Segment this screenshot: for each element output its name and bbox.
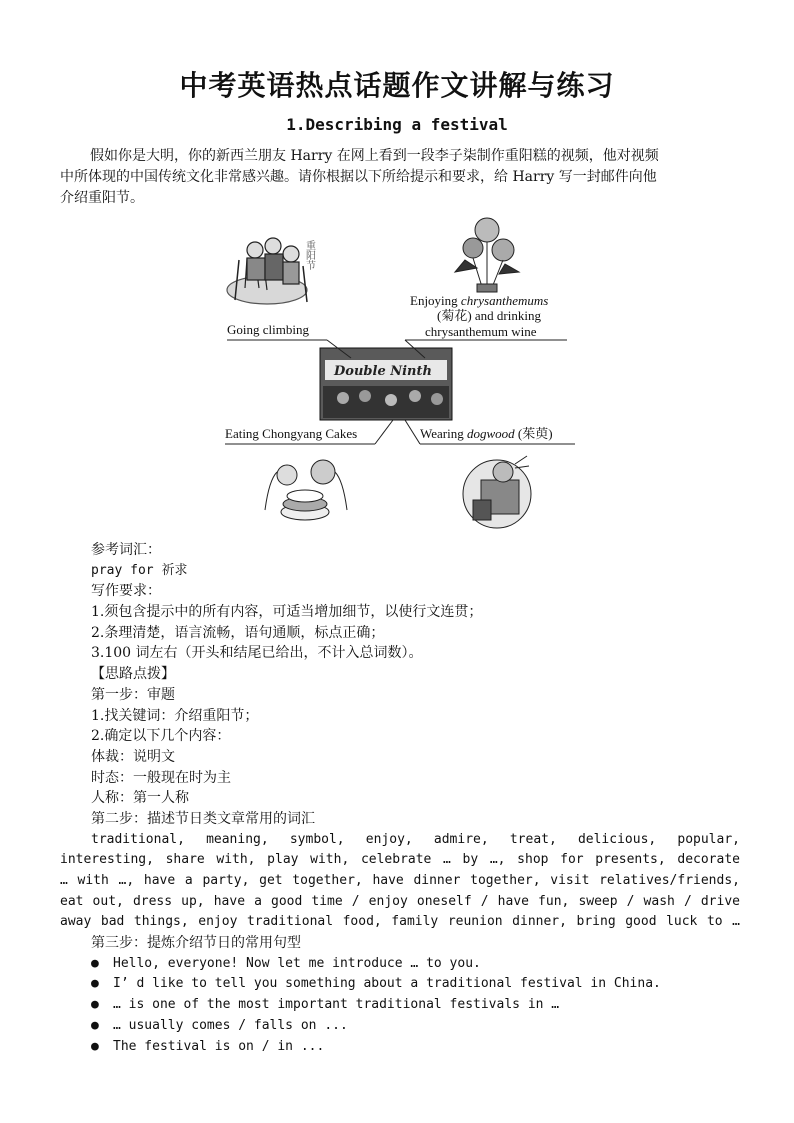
step1-item: 时态：一般现在时为主 [91,769,231,786]
label-chrys-prefix: Enjoying [410,293,461,308]
step1-heading: 第一步：审题 [91,686,175,703]
dogwood-illustration [463,456,531,528]
section-subtitle: 1.Describing a festival [286,115,508,134]
center-sign-text: Double Ninth [334,364,432,379]
festival-illustration [215,210,585,535]
step1-item: 2.确定以下几个内容： [91,728,231,745]
sentence-pattern: ● I’ d like to tell you something about a traditional festival in China. [60,974,740,995]
vocab-heading: 参考词汇： [91,542,161,558]
requirement-item: 3.100 词左右（开头和结尾已给出，不计入总词数）。 [91,645,423,662]
label-going-climbing: Going climbing [227,322,309,337]
vocab-item: pray for 祈求 [91,562,188,578]
label-chrys-line2: (菊花) and drinking [437,308,541,323]
corner-stamp: 重阳节 [303,240,315,270]
tips-heading: 【思路点拨】 [91,666,175,683]
label-dogwood-italic: dogwood [466,426,515,441]
illustration-drawing [215,210,585,535]
requirement-item: 1.须包含提示中的所有内容，可适当增加细节，以使行文连贯； [91,604,483,621]
sentence-pattern: ● Hello, everyone! Now let me introduce … to you. [60,954,740,975]
step3-heading: 第三步：提炼介绍节日的常用句型 [91,935,301,952]
center-photo [320,348,452,420]
label-chrys-italic: chrysanthemums [460,293,549,308]
cakes-illustration [265,460,347,520]
sentence-pattern: ● The festival is on / in ... [60,1037,740,1058]
vocab-line: interesting, share with, play with, celebrate … by …, shop for presents, decorate [60,852,740,868]
step2-heading: 第二步：描述节日类文章常用的词汇 [91,810,315,827]
step1-item: 1.找关键词：介绍重阳节； [91,707,259,724]
intro-line: 介绍重阳节。 [60,190,144,206]
writing-guide [60,540,740,1057]
intro-line: 假如你是大明，你的新西兰朋友 Harry 在网上看到一段李子柒制作重阳糕的视频，他对视频 [90,148,659,164]
sentence-pattern: ● … is one of the most important traditional festivals in … [60,995,740,1016]
vocab-line: … with …, have a party, get together, have dinner together, visit relatives/friends, [60,873,740,888]
sentence-pattern: ● … usually comes / falls on ... [60,1016,740,1037]
chrysanthemum-illustration [455,218,519,292]
label-dogwood-prefix: Wearing [420,426,467,441]
label-chrys-line3: chrysanthemum wine [425,324,537,339]
intro-line: 中所体现的中国传统文化非常感兴趣。请你根据以下所给提示和要求，给 Harry 写一封邮件向他 [60,169,657,185]
page-title: 中考英语热点话题作文讲解与练习 [179,69,615,102]
label-eating-cakes: Eating Chongyang Cakes [225,426,358,441]
vocab-line: traditional, meaning, symbol, enjoy, admire, treat, delicious, popular, [91,831,740,847]
intro-paragraph [60,146,736,209]
vocab-line: eat out, dress up, have a good time / enjoy oneself / have fun, sweep / wash / drive [60,893,740,909]
step1-item: 人称：第一人称 [91,790,189,807]
requirement-item: 2.条理清楚，语言流畅，语句通顺，标点正确； [91,624,385,641]
label-dogwood-suffix: (茱萸) [514,426,553,441]
climbers-illustration [227,238,307,304]
vocab-line: away bad things, enjoy traditional food, family reunion dinner, bring good luck to … [60,914,740,930]
label-wearing-dogwood [420,426,553,441]
label-chrysanthemums [410,293,548,308]
step1-item: 体裁：说明文 [91,748,175,765]
requirements-heading: 写作要求： [91,583,161,600]
